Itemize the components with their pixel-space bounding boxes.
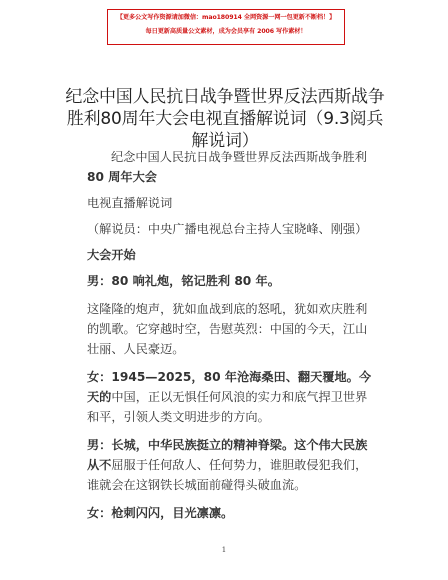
intro-heading <box>87 147 377 187</box>
line-plain-text: 中国，正以无惧任何风浪的实力和底气捍卫世界和平，引领人类文明进步的方向。 <box>87 390 368 424</box>
speaker-label: 男： <box>87 438 112 452</box>
intro-heading-text: 纪念中国人民抗日战争暨世界反法西斯战争胜利 <box>111 150 367 164</box>
line-bold-text: 1945—2025，80 年沧海桑田、翻天覆地。今天的 <box>87 370 372 404</box>
script-line <box>87 271 377 291</box>
line-bold-text: 长城，中华民族挺立的精神脊梁。这个伟大民族从不 <box>87 438 368 472</box>
intro-heading-bold: 80 周年大会 <box>87 170 157 184</box>
intro-narrators: （解说员：中央广播电视总台主持人宝晓峰、刚强） <box>87 222 368 236</box>
script-line <box>87 299 377 359</box>
speaker-label: 男： <box>87 274 112 288</box>
document-title: 纪念中国人民抗日战争暨世界反法西斯战争胜利80周年大会电视直播解说词（9.3阅兵解说词） <box>65 87 385 151</box>
speaker-label: 女： <box>87 370 112 384</box>
promo-line-1: 【更多公文写作资源请加微信：mao180914 全网资源一网一包更新不断档！】 <box>116 14 336 21</box>
line-bold-text: 枪刺闪闪，目光凛凛。 <box>111 506 234 520</box>
script-line <box>87 503 377 523</box>
document-body <box>87 147 377 531</box>
section-heading: 大会开始 <box>87 248 136 262</box>
page-number: 1 <box>221 546 227 554</box>
intro-subtitle: 电视直播解说词 <box>87 196 173 210</box>
line-plain-text: 屈服于任何敌人、任何势力，谁胆敢侵犯我们，谁就会在这钢铁长城面前碰得头破血流。 <box>87 458 368 492</box>
line-plain-text: 这隆隆的炮声，犹如血战到底的怒吼，犹如欢庆胜利的凯歌。它穿越时空，告慰英烈：中国的今天，江山壮丽、人民豪迈。 <box>87 302 368 356</box>
script-line <box>87 435 377 495</box>
script-line <box>87 367 377 427</box>
promo-banner <box>107 9 345 45</box>
line-bold-text: 80 响礼炮，铭记胜利 80 年。 <box>111 274 280 288</box>
speaker-label: 女： <box>87 506 112 520</box>
promo-line-2: 每日更新高质量公文素材，成为会员享有 2006 写作素材！ <box>145 28 307 36</box>
